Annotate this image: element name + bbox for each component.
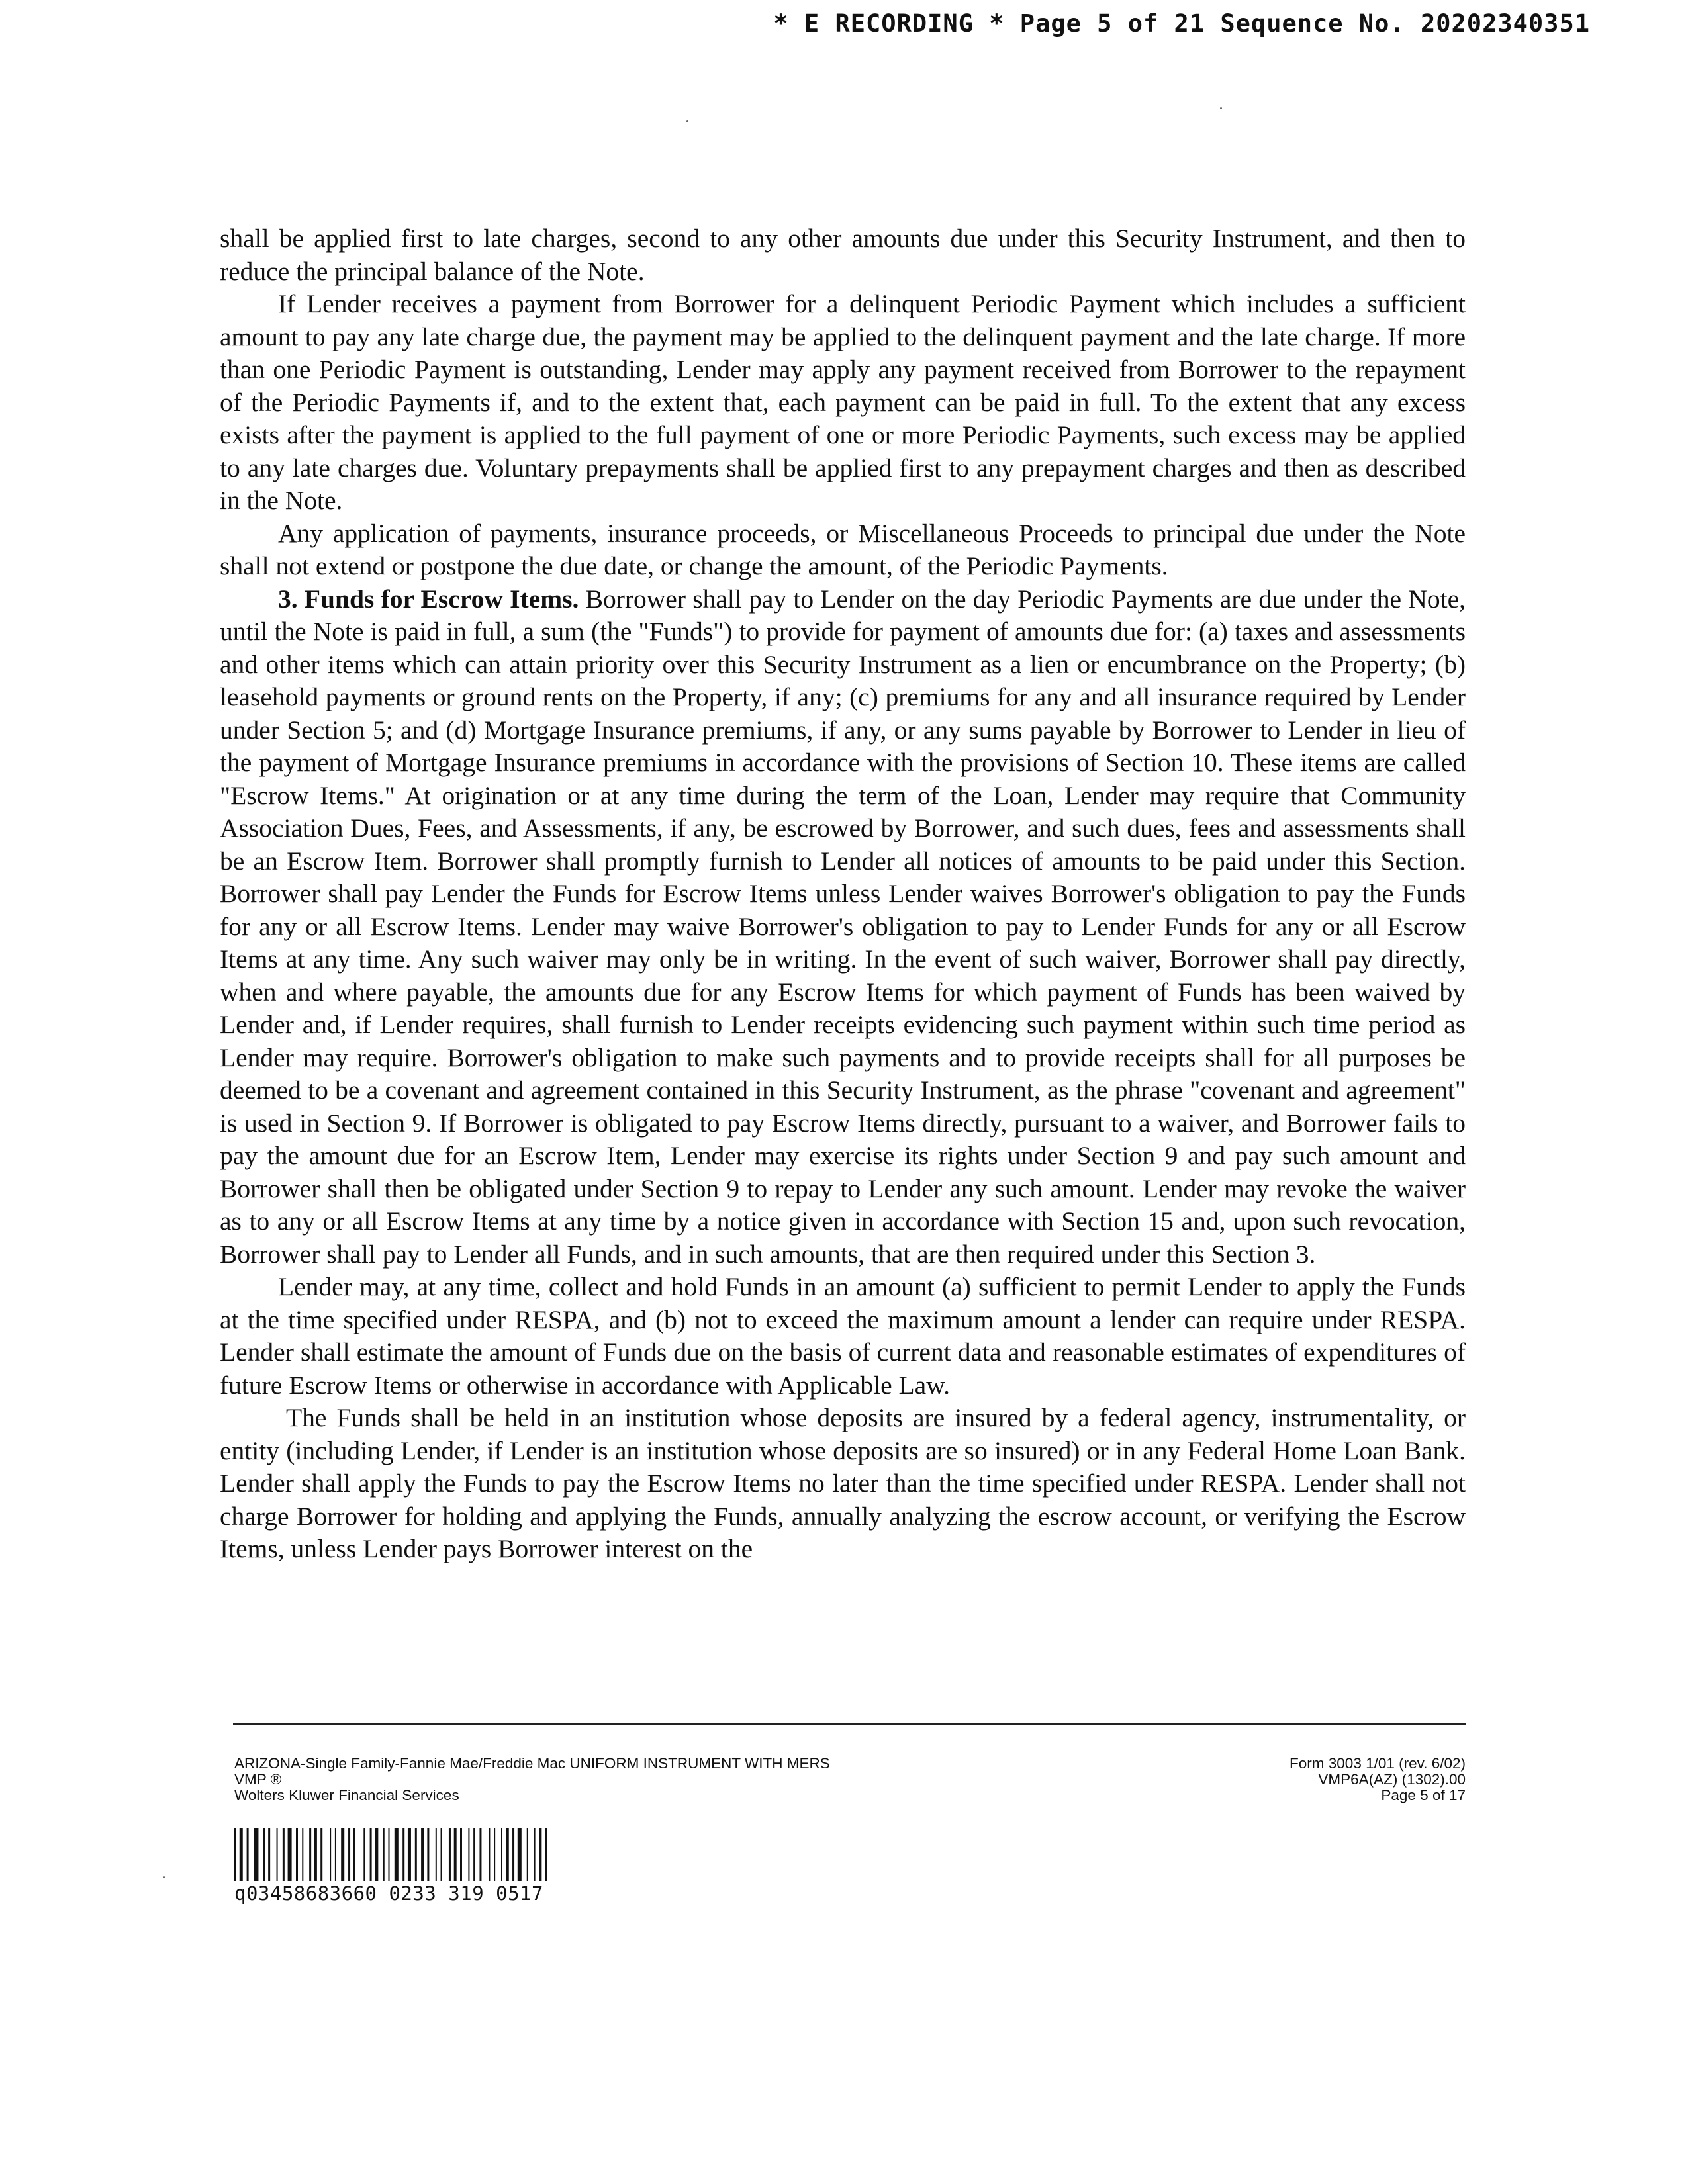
barcode-bar [288, 1828, 292, 1881]
barcode-bar [527, 1828, 528, 1881]
barcode-bar [363, 1828, 365, 1881]
barcode-bar [383, 1828, 385, 1881]
footer-publisher: Wolters Kluwer Financial Services [234, 1787, 459, 1803]
barcode-bar [375, 1828, 378, 1881]
barcode-bar [518, 1828, 522, 1881]
barcode-bar [441, 1828, 442, 1881]
barcode-bar [468, 1828, 469, 1881]
barcode-bar [370, 1828, 372, 1881]
barcode-bar [309, 1828, 311, 1881]
barcode-bar [427, 1828, 429, 1881]
section-text: Borrower shall pay to Lender on the day Periodic Payments are due under the Note, until the Note is paid in full, a sum (the "Funds") to provide for payment of amounts due for: (a) taxes and assessments and other items which can attain priority over this Security Instrument as a lien or encumbrance on the Property; (b) leasehold payments or ground rents on the Property, if any; (c) premiums for any and all insurance required by Lender under Section 5; and (d) Mortgage Insurance premiums, if any, or any sums payable by Borrower to Lender in lieu of the payment of Mortgage Insurance premiums in accordance with the provisions of Section 10. These items are called "Escrow Items." At origination or at any time during the term of the Loan, Lender may require that Community Association Dues, Fees, and Assessments, if any, be escrowed by Borrower, and such dues, fees and assessments shall be an Escrow Item. Borrower shall promptly furnish to Lender all notices of amounts to be paid under this Section. Borrower shall pay Lender the Funds for Escrow Items unless Lender waives Borrower's obligation to pay the Funds for any or all Escrow Items. Lender may waive Borrower's obligation to pay to Lender Funds for any or all Escrow Items at any time. Any such waiver may only be in writing. In the event of such waiver, Borrower shall pay directly, when and where payable, the amounts due for any Escrow Items for which payment of Funds has been waived by Lender and, if Lender requires, shall furnish to Lender receipts evidencing such payment within such time period as Lender may require. Borrower's obligation to make such payments and to provide receipts shall for all purposes be deemed to be a covenant and agreement contained in this Security Instrument, as the phrase "covenant and agreement" is used in Section 9. If Borrower is obligated to pay Escrow Items directly, pursuant to a waiver, and Borrower fails to pay the amount due for an Escrow Item, Lender may exercise its rights under Section 9 and pay such amount and Borrower shall then be obligated under Section 9 to repay to Lender any such amount. Lender may revoke the waiver as to any or all Escrow Items at any time by a notice given in accordance with Section 15 and, upon such revocation, Borrower shall pay to Lender all Funds, and in such amounts, that are then required under this Section 3. [220, 584, 1466, 1269]
barcode-bar [240, 1828, 243, 1881]
barcode-bar [314, 1828, 317, 1881]
barcode-number: q03458683660 0233 319 0517 [234, 1882, 543, 1905]
barcode-bar [501, 1828, 502, 1881]
paragraph: The Funds shall be held in an institution whose deposits are insured by a federal agency, instrumentality, or entity (including Lender, if Lender is an institution whose deposits are so insured) or in any Federal Home Loan Bank. Lender shall apply the Funds to pay the Escrow Items no later than the time specified under RESPA. Lender shall not charge Borrower for holding and applying the Funds, annually analyzing the escrow account, or verifying the Escrow Items, unless Lender pays Borrower interest on the [220, 1403, 1466, 1563]
document-body [220, 222, 1466, 1566]
recording-header: * E RECORDING * Page 5 of 21 Sequence No. 20202340351 [773, 9, 1590, 38]
barcode-bar [353, 1828, 355, 1881]
footer-form-id: Form 3003 1/01 (rev. 6/02) [1289, 1755, 1466, 1772]
barcode-bar [277, 1828, 278, 1881]
barcode-bar [348, 1828, 350, 1881]
paragraph: shall be applied first to late charges, second to any other amounts due under this Security Instrument, and then to reduce the principal balance of the Note. [220, 224, 1466, 286]
paragraph: Any application of payments, insurance proceeds, or Miscellaneous Proceeds to principal due under the Note shall not extend or postpone the due date, or change the amount, of the Periodic Payments. [220, 518, 1466, 580]
paragraph: If Lender receives a payment from Borrower for a delinquent Periodic Payment which includes a sufficient amount to pay any late charge due, the payment may be applied to the delinquent payment and the late charge. If more than one Periodic Payment is outstanding, Lender may apply any payment received from Borrower to the repayment of the Periodic Payments if, and to the extent that, each payment can be paid in full. To the extent that any excess exists after the payment is applied to the full payment of one or more Periodic Payments, such excess may be applied to any late charges due. Voluntary prepayments shall be applied first to any prepayment charges and then as described in the Note. [220, 289, 1466, 515]
paragraph: Lender may, at any time, collect and hold Funds in an amount (a) sufficient to permit Lender to apply the Funds at the time specified under RESPA, and (b) not to exceed the maximum amount a lender can require under RESPA. Lender shall estimate the amount of Funds due on the basis of current data and reasonable estimates of expenditures of future Escrow Items or otherwise in accordance with Applicable Law. [220, 1272, 1466, 1400]
barcode-bar [302, 1828, 303, 1881]
barcode-bar [545, 1828, 547, 1881]
footer-vmp: VMP ® [234, 1771, 282, 1788]
footer-form-info [234, 1756, 830, 1803]
footer-form-number [1289, 1756, 1466, 1803]
footer-divider [233, 1723, 1466, 1725]
barcode-bar [283, 1828, 285, 1881]
barcode-bar [436, 1828, 437, 1881]
barcode-bar [454, 1828, 457, 1881]
barcode-bar [389, 1828, 390, 1881]
barcode-bar [415, 1828, 417, 1881]
section-3-paragraph [220, 583, 1466, 1271]
barcode-bar [479, 1828, 481, 1881]
barcode-bar [335, 1828, 336, 1881]
barcode-bar [449, 1828, 451, 1881]
barcode-bar [512, 1828, 514, 1881]
barcode-bar [268, 1828, 270, 1881]
barcode-bar [395, 1828, 399, 1881]
barcode-bar [247, 1828, 249, 1881]
barcode-bar [341, 1828, 344, 1881]
footer-vmp-code: VMP6A(AZ) (1302).00 [1318, 1771, 1466, 1788]
barcode-bar [539, 1828, 541, 1881]
scan-speck [163, 1876, 165, 1878]
barcode-bar [254, 1828, 258, 1881]
barcode-bar [460, 1828, 462, 1881]
barcode-bar [534, 1828, 536, 1881]
barcode-bar [473, 1828, 475, 1881]
barcode-bar [320, 1828, 322, 1881]
barcode-bar [506, 1828, 509, 1881]
section-heading: 3. Funds for Escrow Items. [278, 584, 579, 614]
barcode-bar [421, 1828, 424, 1881]
barcode [234, 1828, 715, 1881]
barcode-bar [296, 1828, 298, 1881]
scan-speck [1220, 107, 1222, 109]
barcode-bar [330, 1828, 331, 1881]
footer-form-title: ARIZONA-Single Family-Fannie Mae/Freddie Mac UNIFORM INSTRUMENT WITH MERS [234, 1755, 830, 1772]
barcode-bar [408, 1828, 411, 1881]
footer-page-number: Page 5 of 17 [1381, 1787, 1466, 1803]
barcode-bar [263, 1828, 265, 1881]
scan-speck [686, 120, 688, 122]
barcode-bar [494, 1828, 495, 1881]
barcode-bar [402, 1828, 404, 1881]
barcode-bar [489, 1828, 490, 1881]
barcode-bar [234, 1828, 236, 1881]
